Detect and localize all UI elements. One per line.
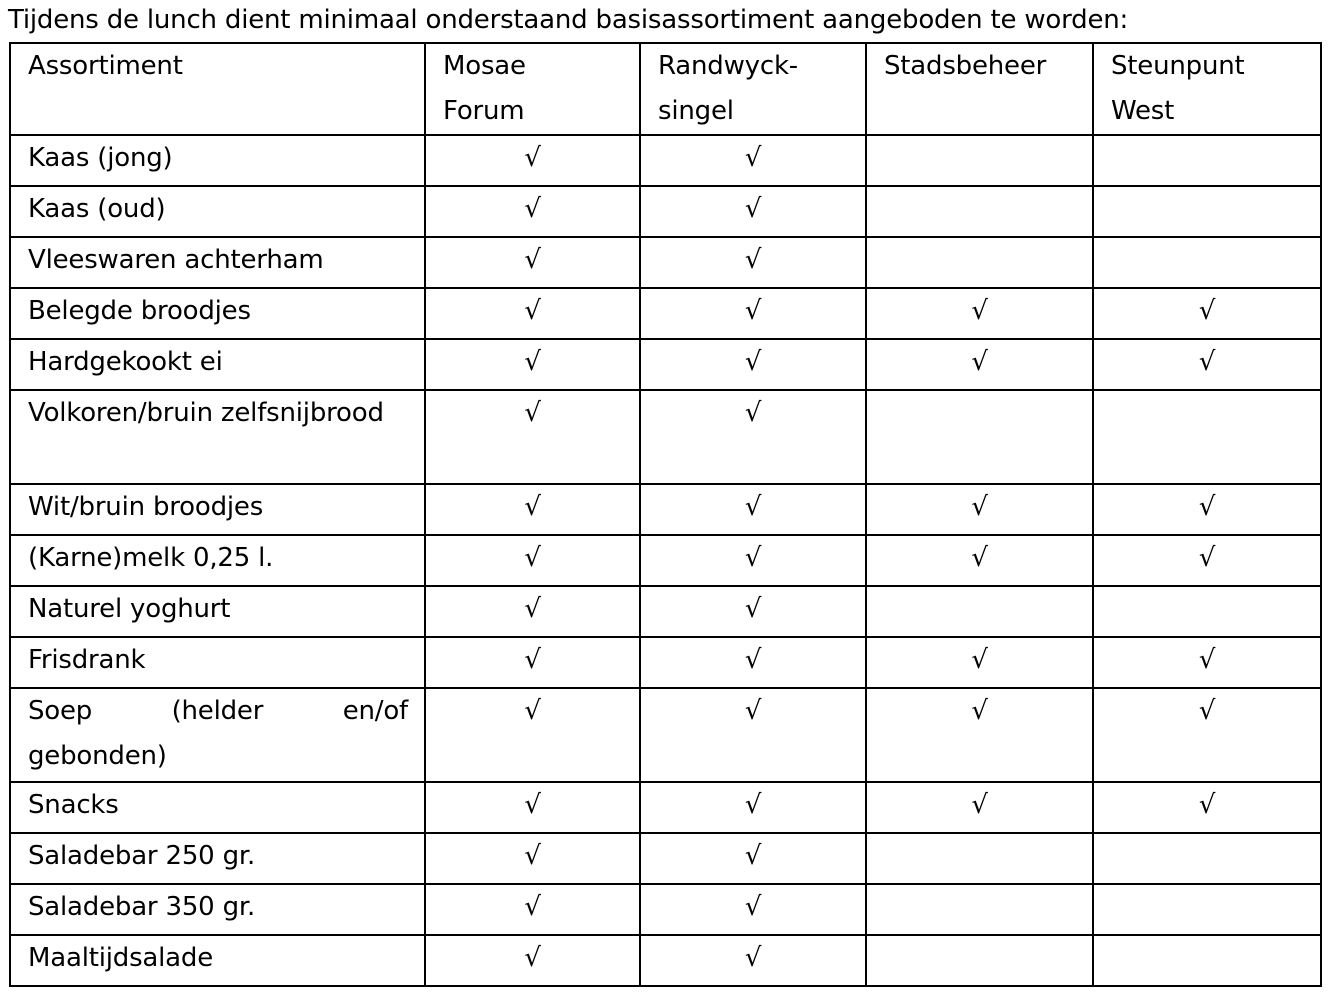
assortment-table [9, 42, 1322, 987]
availability-cell [1093, 637, 1321, 688]
table-row [10, 833, 1321, 884]
availability-cell [866, 637, 1093, 688]
header-assortiment [10, 43, 425, 135]
item-label: Wit/bruin broodjes [10, 484, 425, 535]
availability-cell [640, 390, 866, 484]
check-mark: √ [971, 543, 988, 573]
header-mosae-forum [425, 43, 640, 135]
availability-cell [425, 535, 640, 586]
check-mark: √ [744, 543, 762, 573]
availability-cell [425, 186, 640, 237]
availability-cell [1093, 782, 1321, 833]
check-mark: √ [744, 645, 762, 675]
header-line: West [1111, 96, 1175, 126]
table-row [10, 339, 1321, 390]
availability-cell [866, 782, 1093, 833]
check-mark: √ [524, 892, 541, 922]
table-row [10, 186, 1321, 237]
item-label: Saladebar 250 gr. [10, 833, 425, 884]
header-steunpunt-west [1093, 43, 1321, 135]
check-mark: √ [744, 296, 762, 326]
check-mark: √ [524, 543, 541, 573]
check-mark: √ [744, 696, 762, 726]
availability-cell [425, 288, 640, 339]
table-row [10, 535, 1321, 586]
availability-cell [640, 288, 866, 339]
check-mark: √ [524, 296, 541, 326]
availability-cell [425, 237, 640, 288]
availability-cell [425, 339, 640, 390]
table-body [10, 135, 1321, 986]
availability-cell [866, 186, 1093, 237]
table-row [10, 288, 1321, 339]
availability-cell [640, 535, 866, 586]
check-mark: √ [744, 594, 762, 624]
availability-cell [425, 884, 640, 935]
check-mark: √ [524, 245, 541, 275]
availability-cell [1093, 688, 1321, 782]
item-label: Snacks [10, 782, 425, 833]
header-line: Assortiment [28, 51, 183, 81]
availability-cell [425, 637, 640, 688]
check-mark: √ [524, 143, 541, 173]
availability-cell [866, 339, 1093, 390]
availability-cell [1093, 288, 1321, 339]
availability-cell [866, 833, 1093, 884]
table-row [10, 688, 1321, 782]
check-mark: √ [524, 696, 541, 726]
availability-cell [866, 237, 1093, 288]
check-mark: √ [744, 790, 762, 820]
availability-cell [425, 484, 640, 535]
availability-cell [1093, 186, 1321, 237]
check-mark: √ [971, 790, 988, 820]
table-row [10, 637, 1321, 688]
check-mark: √ [744, 194, 762, 224]
table-row [10, 586, 1321, 637]
table-row [10, 484, 1321, 535]
availability-cell [425, 688, 640, 782]
availability-cell [866, 288, 1093, 339]
check-mark: √ [524, 194, 541, 224]
check-mark: √ [524, 347, 541, 377]
check-mark: √ [744, 943, 762, 973]
availability-cell [640, 339, 866, 390]
availability-cell [640, 884, 866, 935]
table-row [10, 390, 1321, 484]
check-mark: √ [524, 398, 541, 428]
availability-cell [866, 586, 1093, 637]
availability-cell [640, 935, 866, 986]
header-line: Steunpunt [1111, 51, 1245, 81]
check-mark: √ [744, 398, 762, 428]
availability-cell [640, 688, 866, 782]
availability-cell [425, 782, 640, 833]
availability-cell [1093, 135, 1321, 186]
table-row [10, 135, 1321, 186]
check-mark: √ [1198, 296, 1216, 326]
item-label: Hardgekookt ei [10, 339, 425, 390]
availability-cell [640, 637, 866, 688]
check-mark: √ [524, 841, 541, 871]
check-mark: √ [971, 296, 988, 326]
check-mark: √ [971, 645, 988, 675]
header-randwyck-singel [640, 43, 866, 135]
availability-cell [425, 935, 640, 986]
availability-cell [1093, 535, 1321, 586]
check-mark: √ [744, 892, 762, 922]
table-header-row [10, 43, 1321, 135]
availability-cell [1093, 390, 1321, 484]
availability-cell [866, 884, 1093, 935]
table-row [10, 237, 1321, 288]
check-mark: √ [524, 594, 541, 624]
header-line: Stadsbeheer [884, 51, 1047, 81]
check-mark: √ [971, 492, 988, 522]
header-line: singel [658, 96, 734, 126]
item-label: Maaltijdsalade [10, 935, 425, 986]
availability-cell [640, 782, 866, 833]
availability-cell [1093, 586, 1321, 637]
availability-cell [640, 484, 866, 535]
check-mark: √ [744, 347, 762, 377]
item-label: Kaas (oud) [10, 186, 425, 237]
availability-cell [866, 535, 1093, 586]
check-mark: √ [1198, 645, 1216, 675]
check-mark: √ [1198, 347, 1216, 377]
availability-cell [640, 586, 866, 637]
item-label: Naturel yoghurt [10, 586, 425, 637]
availability-cell [640, 833, 866, 884]
intro-text: Tijdens de lunch dient minimaal onderstaand basisassortiment aangeboden te worden: [8, 5, 1129, 35]
item-label: (Karne)melk 0,25 l. [10, 535, 425, 586]
item-label: Kaas (jong) [10, 135, 425, 186]
check-mark: √ [524, 645, 541, 675]
item-label: Frisdrank [10, 637, 425, 688]
availability-cell [866, 688, 1093, 782]
check-mark: √ [971, 347, 988, 377]
availability-cell [1093, 339, 1321, 390]
availability-cell [1093, 833, 1321, 884]
item-label: Volkoren/bruin zelfsnijbrood [10, 390, 425, 484]
header-stadsbeheer [866, 43, 1093, 135]
check-mark: √ [744, 245, 762, 275]
availability-cell [640, 135, 866, 186]
check-mark: √ [1198, 543, 1216, 573]
item-label: Saladebar 350 gr. [10, 884, 425, 935]
table-row [10, 935, 1321, 986]
availability-cell [640, 186, 866, 237]
availability-cell [866, 390, 1093, 484]
item-label: Vleeswaren achterham [10, 237, 425, 288]
availability-cell [866, 935, 1093, 986]
check-mark: √ [744, 492, 762, 522]
check-mark: √ [524, 943, 541, 973]
availability-cell [866, 484, 1093, 535]
table-row [10, 884, 1321, 935]
check-mark: √ [971, 696, 988, 726]
availability-cell [425, 135, 640, 186]
availability-cell [1093, 237, 1321, 288]
check-mark: √ [744, 143, 762, 173]
check-mark: √ [1198, 492, 1216, 522]
availability-cell [1093, 884, 1321, 935]
availability-cell [866, 135, 1093, 186]
item-label: Belegde broodjes [10, 288, 425, 339]
availability-cell [425, 833, 640, 884]
check-mark: √ [1198, 696, 1216, 726]
item-label: Soep (helder en/of gebonden) [10, 688, 425, 782]
check-mark: √ [524, 790, 541, 820]
availability-cell [1093, 484, 1321, 535]
availability-cell [425, 586, 640, 637]
check-mark: √ [744, 841, 762, 871]
header-line: Mosae [443, 51, 526, 81]
check-mark: √ [524, 492, 541, 522]
availability-cell [640, 237, 866, 288]
check-mark: √ [1198, 790, 1216, 820]
table-row [10, 782, 1321, 833]
header-line: Randwyck- [658, 51, 798, 81]
availability-cell [1093, 935, 1321, 986]
availability-cell [425, 390, 640, 484]
header-line: Forum [443, 96, 525, 126]
